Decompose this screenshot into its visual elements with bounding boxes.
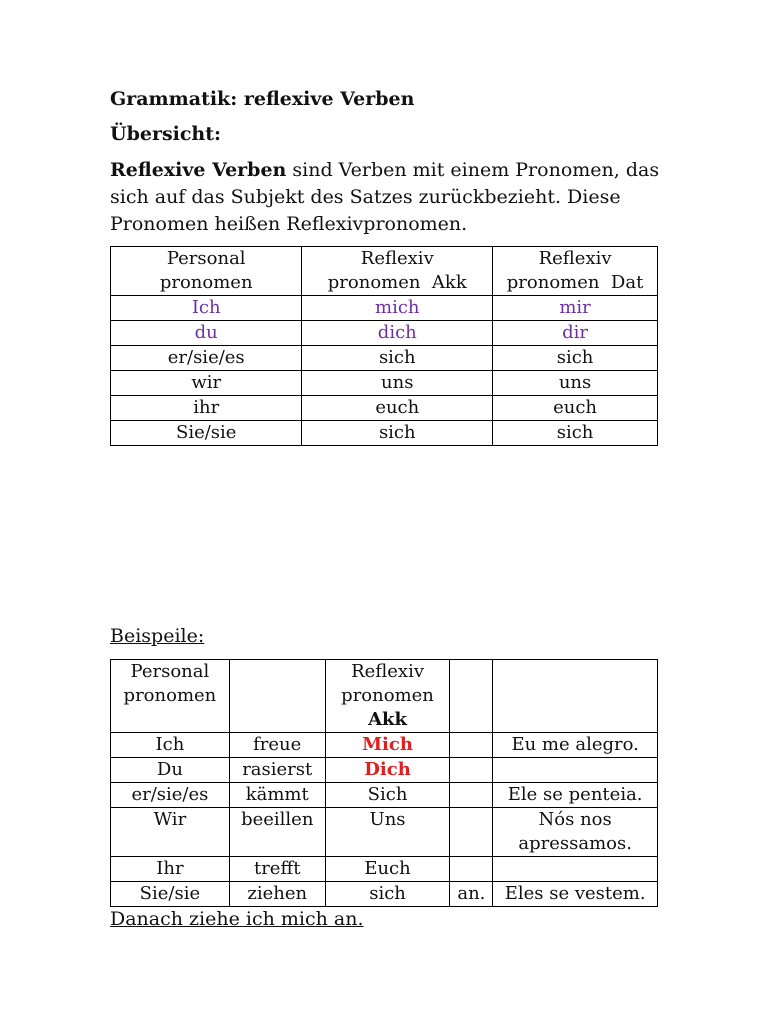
table-cell: er/sie/es bbox=[111, 783, 230, 808]
examples-table bbox=[110, 659, 658, 907]
table-header-row bbox=[111, 660, 658, 733]
table-row bbox=[111, 321, 658, 346]
table-cell: mir bbox=[493, 296, 658, 321]
table-cell bbox=[450, 758, 493, 783]
table-cell bbox=[450, 783, 493, 808]
table-row bbox=[111, 783, 658, 808]
header-personal-pronoun: Personal pronomen bbox=[111, 247, 302, 296]
table-cell: Nós nos apressamos. bbox=[493, 808, 658, 857]
intro-bold-term: Reflexive Verben bbox=[110, 159, 287, 181]
table-cell: uns bbox=[493, 371, 658, 396]
table-row bbox=[111, 396, 658, 421]
header-particle bbox=[450, 660, 493, 733]
table-cell: wir bbox=[111, 371, 302, 396]
intro-paragraph bbox=[110, 157, 670, 238]
table-cell: beeillen bbox=[229, 808, 325, 857]
table-cell: Uns bbox=[325, 808, 450, 857]
table-cell: Du bbox=[111, 758, 230, 783]
table-cell: sich bbox=[493, 346, 658, 371]
footer-sentence: Danach ziehe ich mich an. bbox=[110, 908, 364, 930]
header-personal-pronoun: Personal pronomen bbox=[111, 660, 230, 733]
table-cell: sich bbox=[302, 346, 493, 371]
table-cell: Dich bbox=[325, 758, 450, 783]
table-cell: Wir bbox=[111, 808, 230, 857]
table-cell: uns bbox=[302, 371, 493, 396]
table-cell: euch bbox=[493, 396, 658, 421]
table-cell: du bbox=[111, 321, 302, 346]
table-cell bbox=[450, 857, 493, 882]
table-cell: dich bbox=[302, 321, 493, 346]
table-cell: Sie/sie bbox=[111, 421, 302, 446]
intro-line-2: sich auf das Subjekt des Satzes zurückbezieht. Diese bbox=[110, 186, 621, 208]
table-cell: Sie/sie bbox=[111, 882, 230, 907]
table-cell: Euch bbox=[325, 857, 450, 882]
reflexive-pronoun-table bbox=[110, 246, 658, 446]
table-cell: rasierst bbox=[229, 758, 325, 783]
table-cell: Eu me alegro. bbox=[493, 733, 658, 758]
table-cell bbox=[450, 808, 493, 857]
table-cell bbox=[493, 857, 658, 882]
table-cell: Ich bbox=[111, 296, 302, 321]
page-title: Grammatik: reflexive Verben bbox=[110, 88, 415, 110]
table-cell: sich bbox=[302, 421, 493, 446]
table-cell: mich bbox=[302, 296, 493, 321]
table-cell: dir bbox=[493, 321, 658, 346]
table-cell bbox=[450, 733, 493, 758]
table-row bbox=[111, 758, 658, 783]
table-row bbox=[111, 882, 658, 907]
intro-line-3: Pronomen heißen Reflexivpronomen. bbox=[110, 213, 468, 235]
table-cell: trefft bbox=[229, 857, 325, 882]
table-cell: Eles se vestem. bbox=[493, 882, 658, 907]
table-cell: ziehen bbox=[229, 882, 325, 907]
header-reflexive-akk: Reflexiv pronomen Akk bbox=[302, 247, 493, 296]
table-cell: an. bbox=[450, 882, 493, 907]
table-cell: sich bbox=[325, 882, 450, 907]
table-cell: Sich bbox=[325, 783, 450, 808]
table-cell: euch bbox=[302, 396, 493, 421]
table-cell bbox=[493, 758, 658, 783]
header-reflexive-akk: Reflexiv pronomen Akk bbox=[325, 660, 450, 733]
table-header-row bbox=[111, 247, 658, 296]
table-row bbox=[111, 857, 658, 882]
table-row bbox=[111, 421, 658, 446]
examples-label: Beispeile: bbox=[110, 625, 205, 647]
table-row bbox=[111, 371, 658, 396]
table-cell: Ele se penteia. bbox=[493, 783, 658, 808]
table-cell: Ihr bbox=[111, 857, 230, 882]
table-cell: kämmt bbox=[229, 783, 325, 808]
table-cell: ihr bbox=[111, 396, 302, 421]
header-translation bbox=[493, 660, 658, 733]
table-cell: er/sie/es bbox=[111, 346, 302, 371]
table-cell: Mich bbox=[325, 733, 450, 758]
table-cell: freue bbox=[229, 733, 325, 758]
table-row bbox=[111, 346, 658, 371]
intro-line-1: sind Verben mit einem Pronomen, das bbox=[286, 159, 660, 181]
header-verb bbox=[229, 660, 325, 733]
header-reflexive-dat: Reflexiv pronomen Dat bbox=[493, 247, 658, 296]
table-row bbox=[111, 296, 658, 321]
table-cell: Ich bbox=[111, 733, 230, 758]
table-row bbox=[111, 808, 658, 857]
table-cell: sich bbox=[493, 421, 658, 446]
section-subtitle: Übersicht: bbox=[110, 123, 222, 145]
table-row bbox=[111, 733, 658, 758]
